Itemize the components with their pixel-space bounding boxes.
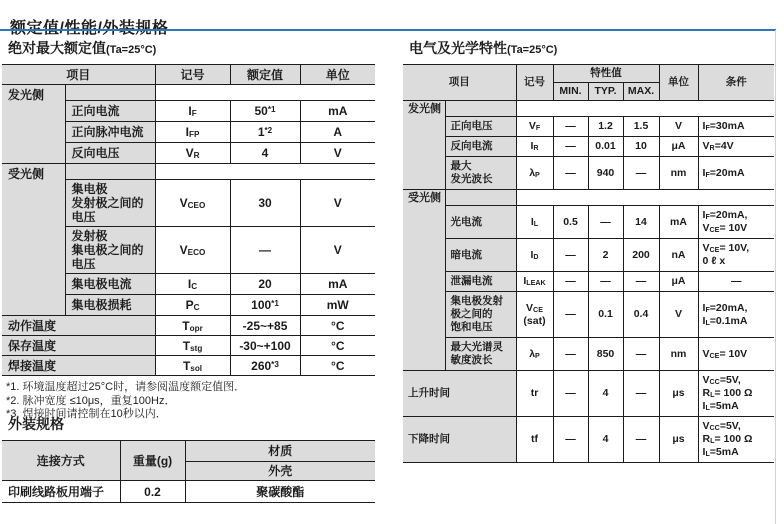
- cell-unit: °C: [300, 356, 375, 376]
- group-row-spacer: [445, 101, 516, 117]
- cell-condition: $I_F=30mA$: [698, 117, 774, 137]
- cell-max: 200: [623, 239, 659, 272]
- cell-min: —: [553, 272, 588, 292]
- col-header-item: 项目: [403, 65, 516, 101]
- note-3: *3. 焊接时间请控制在10秒以内．: [6, 408, 167, 420]
- cell-condition: $I_F=20mA$: [698, 157, 774, 190]
- table-row: [2, 356, 375, 376]
- cell-rating: 20: [230, 274, 300, 295]
- cell-condition: —: [698, 272, 774, 292]
- table-row: [403, 157, 774, 190]
- group-label-cell: 发光侧: [2, 85, 65, 164]
- cell-min: —: [553, 371, 588, 417]
- cell-rating: —: [230, 227, 300, 274]
- col-header-char-values: 特性值: [553, 65, 659, 83]
- table-row: [403, 417, 774, 463]
- cell-item-label: 反向电流: [445, 137, 516, 157]
- cell-condition: $V_{CE}= 10V$: [698, 338, 774, 371]
- cell-symbol: $\lambda_P$: [516, 338, 553, 371]
- cell-max: 10: [623, 137, 659, 157]
- table-row: [403, 239, 774, 272]
- cell-unit: V: [659, 117, 698, 137]
- cell-item-label: 集电极 发射极之间的 电压: [65, 180, 155, 227]
- cell-condition: $V_R=4V$: [698, 137, 774, 157]
- cell-item-label: 集电极发射 极之间的 饱和电压: [445, 292, 516, 338]
- cell-min: —: [553, 117, 588, 137]
- cell-unit: mA: [300, 101, 375, 122]
- cell-item-label: 最大 发光波长: [445, 157, 516, 190]
- cell-min: —: [553, 157, 588, 190]
- cell-min: —: [553, 338, 588, 371]
- cell-unit: μA: [659, 272, 698, 292]
- cell-unit: °C: [300, 336, 375, 356]
- cell-min: 0.5: [553, 206, 588, 239]
- cell-typ: 0.01: [588, 137, 623, 157]
- cell-max: —: [623, 338, 659, 371]
- cell-rating: 260$^{*3}$: [230, 356, 300, 376]
- cell-item-label: 正向脉冲电流: [65, 122, 155, 143]
- note-1: *1. 环境温度超过25°C时，请参阅温度额定值图．: [6, 381, 246, 393]
- elec-title: [409, 38, 774, 58]
- table-row: [403, 206, 774, 239]
- cell-symbol: $I_D$: [516, 239, 553, 272]
- cell-item-label: 焊接温度: [2, 356, 155, 376]
- col-header-connection: 连接方式: [2, 441, 120, 481]
- table-row: [403, 338, 774, 371]
- group-row-merged: [516, 190, 774, 206]
- cell-unit: nA: [659, 239, 698, 272]
- table-row: [403, 137, 774, 157]
- cell-min: —: [553, 137, 588, 157]
- cell-symbol: $\lambda_P$: [516, 157, 553, 190]
- page-edge-line: [775, 30, 776, 524]
- group-row-spacer: [445, 190, 516, 206]
- cell-max: —: [623, 272, 659, 292]
- section-external-spec: [2, 414, 375, 503]
- cell-symbol: $I_{FP}$: [155, 122, 230, 143]
- col-header-unit: 单位: [659, 65, 698, 101]
- col-header-weight: 重量(g): [120, 441, 185, 481]
- cell-symbol: $T_{sol}$: [155, 356, 230, 376]
- cell-max: —: [623, 371, 659, 417]
- cell-item-label: 动作温度: [2, 316, 155, 336]
- table-row: [2, 316, 375, 336]
- table-row: [2, 85, 375, 101]
- abs-max-title: [8, 38, 375, 58]
- group-row-merged: [155, 164, 375, 180]
- cell-item-label: 光电流: [445, 206, 516, 239]
- cell-condition: $V_{CC}=5V$, $R_L= 100$ Ω $I_L=5mA$: [698, 371, 774, 417]
- abs-max-title-text: 绝对最大额定值: [8, 40, 106, 56]
- section-electro-optical: [403, 38, 774, 463]
- note-2: *2. 脉冲宽度 ≤10μs，重复100Hz．: [6, 394, 176, 407]
- cell-condition: $I_F=20mA$, $I_L=0.1mA$: [698, 292, 774, 338]
- table-row: [403, 292, 774, 338]
- external-spec-table: [2, 440, 375, 503]
- cell-connection: 印刷线路板用端子: [2, 481, 120, 503]
- elec-title-text: 电气及光学特性: [409, 40, 507, 56]
- ext-header-row-1: [2, 441, 375, 462]
- cell-max: —: [623, 157, 659, 190]
- abs-max-table: [2, 64, 375, 376]
- cell-rating: 100$^{*1}$: [230, 295, 300, 316]
- cell-rating: 1$^{*2}$: [230, 122, 300, 143]
- cell-unit: V: [300, 227, 375, 274]
- col-header-case: 外壳: [185, 462, 375, 481]
- cell-typ: —: [588, 206, 623, 239]
- elec-header-row-1: [403, 65, 774, 83]
- cell-unit: °C: [300, 316, 375, 336]
- cell-min: —: [553, 239, 588, 272]
- cell-rating: 50$^{*1}$: [230, 101, 300, 122]
- col-header-unit: 单位: [300, 65, 375, 85]
- table-row: [403, 117, 774, 137]
- cell-symbol: $I_L$: [516, 206, 553, 239]
- cell-item-label: 正向电流: [65, 101, 155, 122]
- elec-title-condition: (Ta=25°C): [507, 44, 558, 56]
- cell-typ: 2: [588, 239, 623, 272]
- cell-item-label: 下降时间: [403, 417, 516, 463]
- cell-symbol: $T_{stg}$: [155, 336, 230, 356]
- table-row: [2, 164, 375, 180]
- cell-item-label: 上升时间: [403, 371, 516, 417]
- title-rule: [0, 29, 776, 31]
- cell-unit: mA: [300, 274, 375, 295]
- group-row-merged: [155, 85, 375, 101]
- cell-item-label: 集电极电流: [65, 274, 155, 295]
- cell-max: 1.5: [623, 117, 659, 137]
- table-row: [403, 190, 774, 206]
- cell-symbol: $V_{ECO}$: [155, 227, 230, 274]
- cell-unit: V: [300, 143, 375, 164]
- cell-typ: 940: [588, 157, 623, 190]
- cell-unit: A: [300, 122, 375, 143]
- cell-max: 14: [623, 206, 659, 239]
- cell-unit: μs: [659, 417, 698, 463]
- cell-condition: $I_F=20mA$, $V_{CE}= 10V$: [698, 206, 774, 239]
- cell-item-label: 保存温度: [2, 336, 155, 356]
- table-row: [403, 101, 774, 117]
- page-title: [10, 15, 168, 38]
- cell-weight: 0.2: [120, 481, 185, 503]
- group-label-cell: 受光侧: [2, 164, 65, 316]
- cell-item-label: 正向电压: [445, 117, 516, 137]
- cell-item-label: 发射极 集电极之间的 电压: [65, 227, 155, 274]
- cell-typ: 4: [588, 417, 623, 463]
- col-header-condition: 条件: [698, 65, 774, 101]
- cell-symbol: $I_{LEAK}$: [516, 272, 553, 292]
- cell-item-label: 暗电流: [445, 239, 516, 272]
- cell-typ: 1.2: [588, 117, 623, 137]
- cell-rating: -25~+85: [230, 316, 300, 336]
- cell-symbol: $V_R$: [155, 143, 230, 164]
- cell-condition: $V_{CC}=5V$, $R_L= 100$ Ω $I_L=5mA$: [698, 417, 774, 463]
- cell-symbol: $P_C$: [155, 295, 230, 316]
- abs-max-header-row: [2, 65, 375, 85]
- cell-unit: mW: [300, 295, 375, 316]
- cell-max: 0.4: [623, 292, 659, 338]
- group-label-cell: 发光侧: [403, 101, 445, 190]
- section-absolute-max-ratings: [2, 38, 375, 422]
- cell-min: —: [553, 292, 588, 338]
- cell-typ: 850: [588, 338, 623, 371]
- cell-max: —: [623, 417, 659, 463]
- cell-rating: -30~+100: [230, 336, 300, 356]
- cell-rating: 30: [230, 180, 300, 227]
- col-header-min: MIN.: [553, 83, 588, 101]
- cell-unit: mA: [659, 206, 698, 239]
- col-header-typ: TYP.: [588, 83, 623, 101]
- cell-symbol: $I_F$: [155, 101, 230, 122]
- cell-item-label: 反向电压: [65, 143, 155, 164]
- cell-unit: nm: [659, 157, 698, 190]
- cell-unit: V: [659, 292, 698, 338]
- abs-max-title-condition: (Ta=25°C): [106, 44, 157, 56]
- cell-typ: 0.1: [588, 292, 623, 338]
- cell-symbol: tf: [516, 417, 553, 463]
- col-header-material: 材质: [185, 441, 375, 462]
- group-row-merged: [516, 101, 774, 117]
- col-header-rating: 额定值: [230, 65, 300, 85]
- cell-symbol: $V_F$: [516, 117, 553, 137]
- cell-item-label: 最大光谱灵 敏度波长: [445, 338, 516, 371]
- group-row-spacer: [65, 164, 155, 180]
- table-row: [2, 481, 375, 503]
- col-header-max: MAX.: [623, 83, 659, 101]
- cell-unit: nm: [659, 338, 698, 371]
- table-row: [403, 272, 774, 292]
- group-label-cell: 受光侧: [403, 190, 445, 371]
- cell-typ: 4: [588, 371, 623, 417]
- ext-title: 外装规格: [8, 416, 64, 432]
- group-row-spacer: [65, 85, 155, 101]
- cell-item-label: 泄漏电流: [445, 272, 516, 292]
- cell-min: —: [553, 417, 588, 463]
- cell-item-label: 集电极损耗: [65, 295, 155, 316]
- col-header-symbol: 记号: [516, 65, 553, 101]
- cell-symbol: $I_R$: [516, 137, 553, 157]
- cell-unit: μA: [659, 137, 698, 157]
- cell-typ: —: [588, 272, 623, 292]
- col-header-symbol: 记号: [155, 65, 230, 85]
- cell-symbol: tr: [516, 371, 553, 417]
- cell-unit: V: [300, 180, 375, 227]
- electro-optical-table: [403, 64, 774, 463]
- cell-unit: μs: [659, 371, 698, 417]
- table-row: [403, 371, 774, 417]
- col-header-item: 项目: [2, 65, 155, 85]
- table-row: [2, 336, 375, 356]
- cell-material-case: 聚碳酸酯: [185, 481, 375, 503]
- cell-symbol: $V_{CE}$ (sat): [516, 292, 553, 338]
- cell-symbol: $T_{opr}$: [155, 316, 230, 336]
- cell-rating: 4: [230, 143, 300, 164]
- cell-condition: $V_{CE}= 10V$, 0 ℓ x: [698, 239, 774, 272]
- cell-symbol: $I_C$: [155, 274, 230, 295]
- cell-symbol: $V_{CEO}$: [155, 180, 230, 227]
